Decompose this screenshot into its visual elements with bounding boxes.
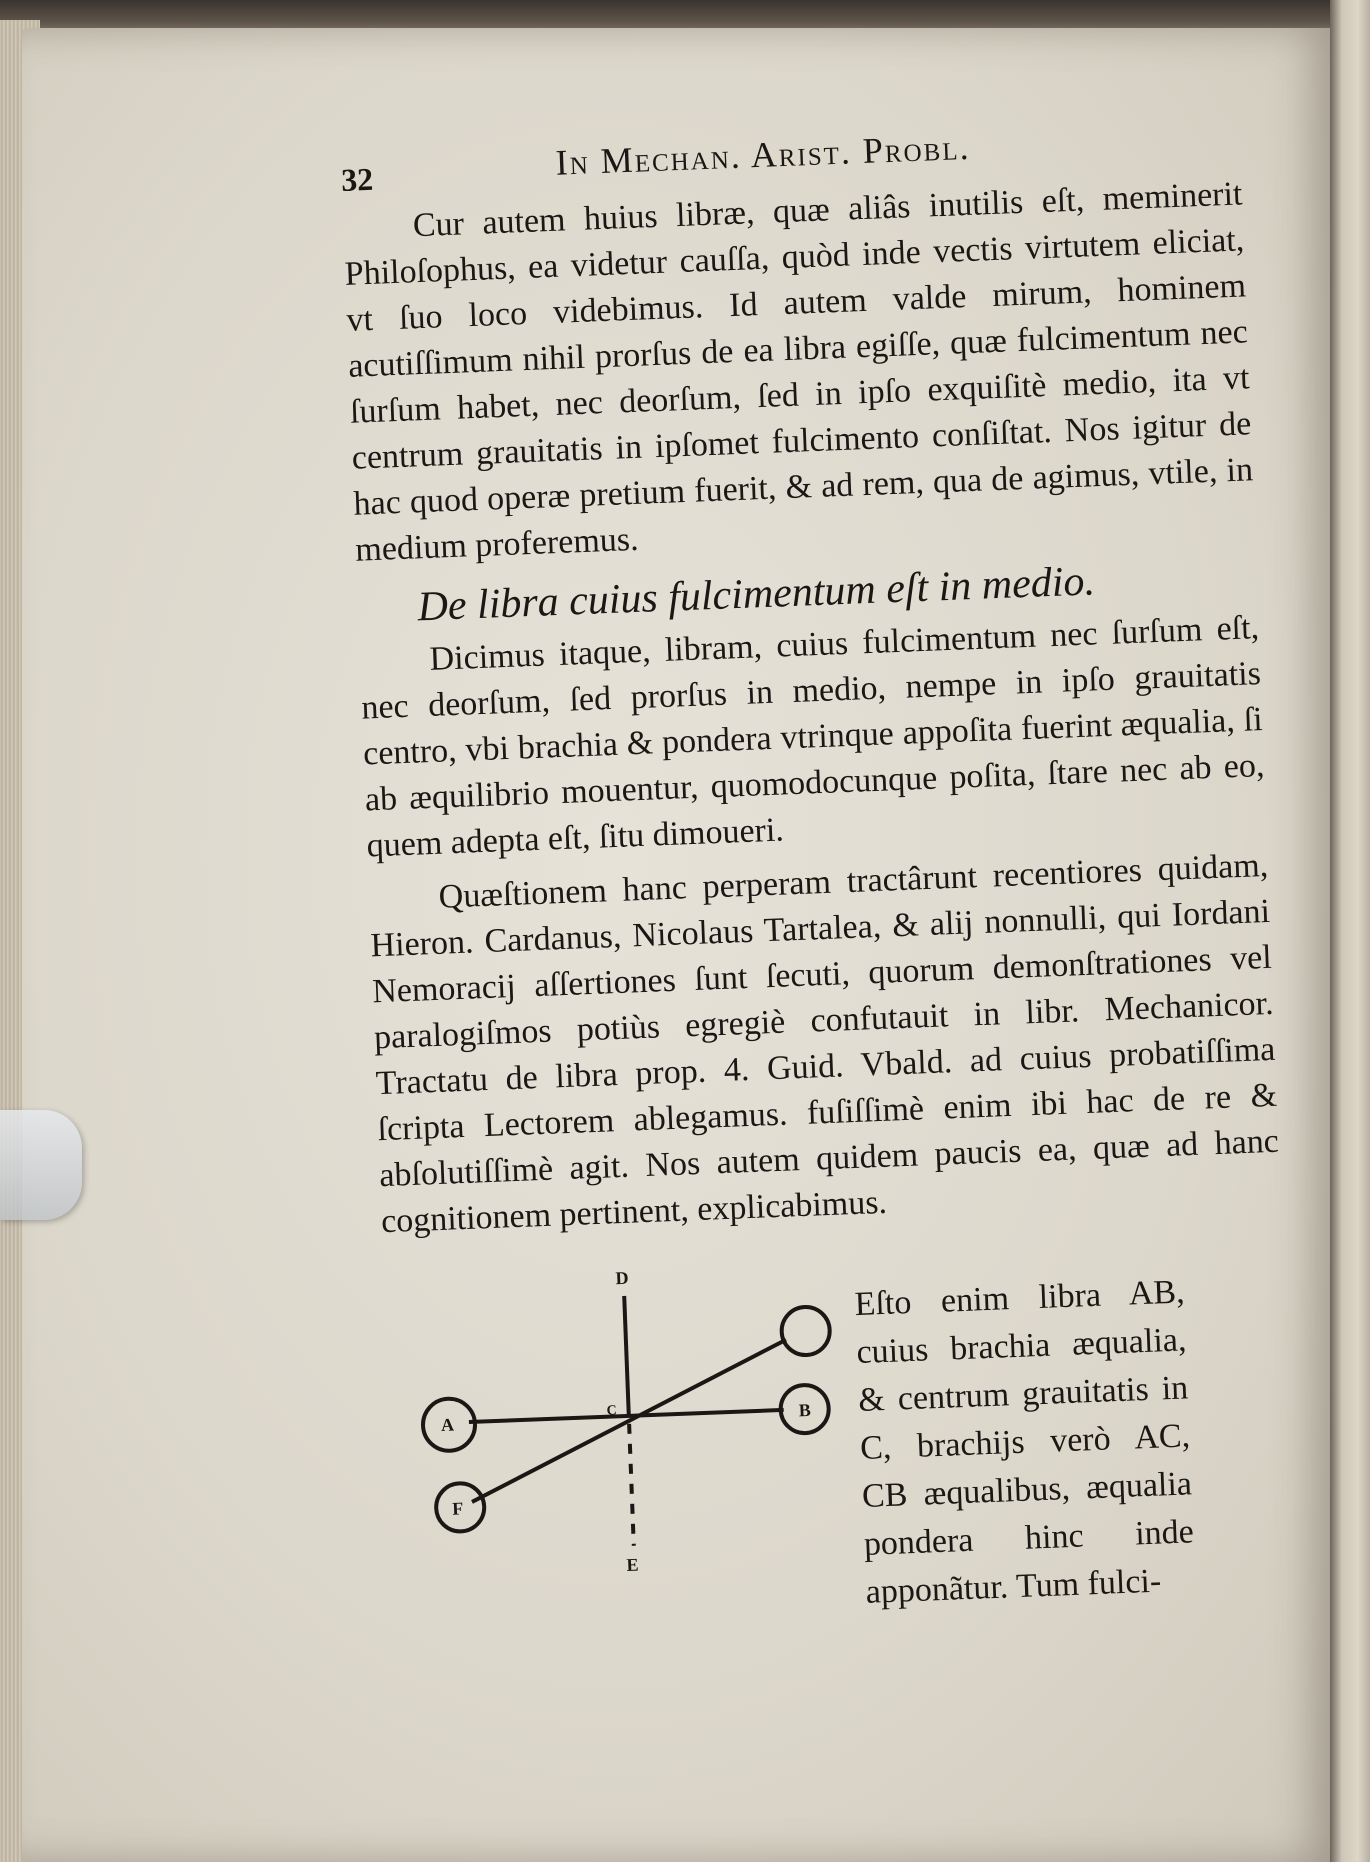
figure-area — [383, 1231, 1297, 1645]
label-d: D — [615, 1267, 629, 1289]
page-number: 32 — [340, 160, 374, 198]
running-head: In Mechan. Arist. Probl. — [554, 126, 972, 183]
section-title: De libra cuius fulcimentum eſt in medio. — [416, 558, 1096, 631]
vertical-line-upper — [624, 1296, 629, 1416]
weight-upper — [781, 1306, 831, 1356]
text-block — [340, 115, 1297, 1644]
label-f: F — [451, 1498, 464, 1519]
label-e: E — [626, 1554, 639, 1576]
label-c: C — [606, 1403, 618, 1419]
paragraph-1: Dicimus itaque, libram, cuius fulcimentum nec ſurſum eſt, nec deorſum, ſed prorſus in medio, nempe in ipſo grauitatis centro, vbi brachia & pondera vtrinque appoſita fuerint æqualia, ſi ab æquilibrio mouentur, quomodocunque poſita, ſtare nec ab eo, quem adepta eſt, ſitu dimoueri. — [360, 609, 1266, 865]
label-b: B — [798, 1399, 812, 1421]
right-page-edge — [1330, 0, 1370, 1862]
intro-paragraph: Cur autem huius libræ, quæ aliâs inutilis eſt, meminerit Philoſophus, ea videtur cauſſa, quòd inde vectis virtutem eliciat, vt ſuo loco videbimus. Id autem valde mirum, hominem acutiſſimum nihil prorſus de ea libra egiſſe, quæ fulcimentum nec ſurſum habet, nec deorſum, ſed in ipſo exquiſitè medio, ita vt centrum grauitatis in ipſomet fulcimento conſiſtat. Nos igitur de hac quod operæ pretium fuerit, & ad rem, qua de agimus, vtile, in medium proferemus. — [344, 175, 1254, 569]
label-a: A — [440, 1414, 455, 1436]
vertical-line-lower — [629, 1424, 634, 1546]
paragraph-2: Quæſtionem hanc perperam tractârunt recentiores quidam, Hieron. Cardanus, Nicolaus Tartalea, & alij nonnulli, qui Iordani Nemoracij aſſertiones ſunt ſecuti, quorum demonſtrationes vel paralogiſmos potiùs egregiè confutauit in libr. Mechanicor. Tractatu de libra prop. 4. Guid. Vbald. ad cuius probatiſſima ſcripta Lectorem ablegamus. fuſiſſimè enim ibi hac de re & abſolutiſſimè agit. Nos autem quidem paucis ea, quæ ad hanc cognitionem pertinent, explicabimus. — [369, 846, 1280, 1241]
balance-diagram — [383, 1248, 856, 1625]
side-paragraph: Eſto enim libra AB, cuius brachia æqualia, & centrum grauitatis in C, brachijs verò AC, CB æqualibus, æqualia pondera hinc inde apponãtur. Tum fulci- — [853, 1273, 1195, 1611]
page-clip — [0, 1110, 82, 1220]
